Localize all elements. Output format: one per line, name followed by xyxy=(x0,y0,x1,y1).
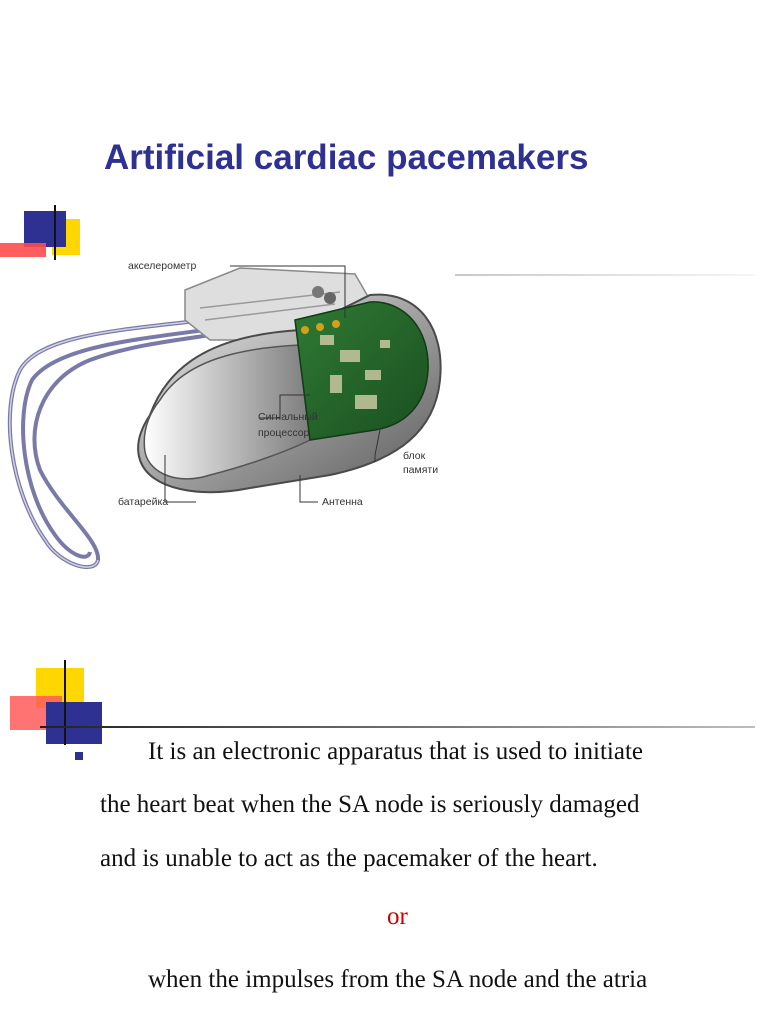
label-antenna: Антенна xyxy=(322,496,363,508)
deco-vertical-line xyxy=(64,660,66,745)
pacemaker-illustration xyxy=(0,240,455,585)
label-memory-line1: блок xyxy=(403,450,426,462)
body-line-3: and is unable to act as the pacemaker of the heart. xyxy=(100,845,598,872)
body-line-2: the heart beat when the SA node is seriously damaged xyxy=(100,791,640,818)
label-battery: батарейка xyxy=(118,496,169,508)
or-connector: or xyxy=(387,903,408,930)
body-line-1: It is an electronic apparatus that is used to initiate xyxy=(148,738,643,765)
label-memory-line2: памяти xyxy=(403,464,439,476)
section-divider xyxy=(40,726,755,728)
label-signal-processor-line2: процессор xyxy=(258,427,310,439)
label-accelerometer: акселерометр xyxy=(128,260,197,272)
top-divider xyxy=(455,274,755,276)
body-line-4: when the impulses from the SA node and the atria xyxy=(148,966,648,993)
label-signal-processor-line1: Сигнальный xyxy=(258,411,318,423)
slide-title: Artificial cardiac pacemakers xyxy=(104,138,589,177)
deco-blue-square xyxy=(46,702,102,744)
corner-decoration-bottom xyxy=(0,660,110,745)
bullet-square xyxy=(75,752,83,760)
